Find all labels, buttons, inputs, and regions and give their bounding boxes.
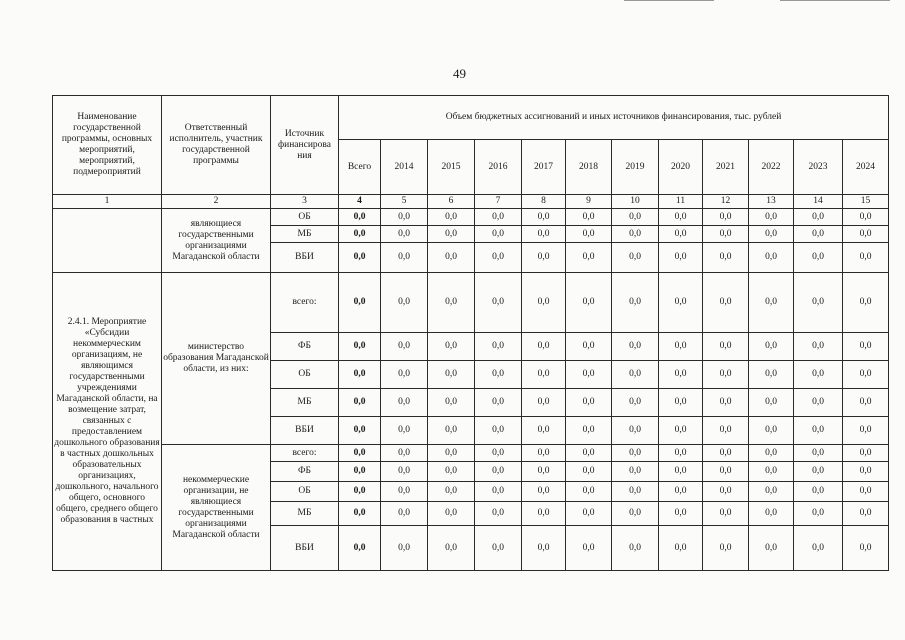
header-total: Всего [339,140,381,195]
year-value-cell: 0,0 [522,273,566,333]
year-value-cell: 0,0 [475,226,522,243]
total-value-cell: 0,0 [339,273,381,333]
header-year: 2015 [428,140,475,195]
year-value-cell: 0,0 [522,502,566,526]
column-number: 4 [339,195,381,209]
total-value-cell: 0,0 [339,526,381,571]
year-value-cell: 0,0 [843,502,889,526]
year-value-cell: 0,0 [566,226,612,243]
year-value-cell: 0,0 [794,361,843,389]
year-value-cell: 0,0 [659,333,703,361]
source-cell: всего: [271,445,339,462]
header-source: Источник финансирова ния [271,96,339,195]
year-value-cell: 0,0 [566,361,612,389]
year-value-cell: 0,0 [522,482,566,502]
year-value-cell: 0,0 [794,243,843,273]
year-value-cell: 0,0 [659,389,703,417]
year-value-cell: 0,0 [749,273,794,333]
column-number: 14 [794,195,843,209]
year-value-cell: 0,0 [566,482,612,502]
year-value-cell: 0,0 [566,417,612,445]
year-value-cell: 0,0 [612,389,659,417]
total-value-cell: 0,0 [339,333,381,361]
year-value-cell: 0,0 [612,361,659,389]
year-value-cell: 0,0 [703,333,749,361]
year-value-cell: 0,0 [381,445,428,462]
year-value-cell: 0,0 [703,389,749,417]
total-value-cell: 0,0 [339,417,381,445]
year-value-cell: 0,0 [794,502,843,526]
column-number: 2 [162,195,271,209]
year-value-cell: 0,0 [612,502,659,526]
header-executor: Ответственный исполнитель, участник государственной программы [162,96,271,195]
column-number: 10 [612,195,659,209]
year-value-cell: 0,0 [843,273,889,333]
year-value-cell: 0,0 [749,526,794,571]
year-value-cell: 0,0 [749,482,794,502]
year-value-cell: 0,0 [659,445,703,462]
header-year: 2022 [749,140,794,195]
total-value-cell: 0,0 [339,445,381,462]
year-value-cell: 0,0 [381,389,428,417]
budget-table [52,95,889,571]
year-value-cell: 0,0 [703,273,749,333]
year-value-cell: 0,0 [428,526,475,571]
column-number: 15 [843,195,889,209]
year-value-cell: 0,0 [612,273,659,333]
year-value-cell: 0,0 [475,361,522,389]
year-value-cell: 0,0 [703,361,749,389]
executor-cell: министерство образования Магаданской области, из них: [162,273,271,445]
header-name: Наименование государственной программы, основных мероприятий, мероприятий, подмероприятий [53,96,162,195]
page-number: 49 [453,66,466,81]
year-value-cell: 0,0 [659,526,703,571]
total-value-cell: 0,0 [339,209,381,226]
year-value-cell: 0,0 [475,445,522,462]
year-value-cell: 0,0 [428,417,475,445]
year-value-cell: 0,0 [428,333,475,361]
year-value-cell: 0,0 [566,445,612,462]
year-value-cell: 0,0 [843,243,889,273]
year-value-cell: 0,0 [659,361,703,389]
executor-cell: являющиеся государственными организациями Магаданской области [162,209,271,273]
source-cell: ВБИ [271,243,339,273]
year-value-cell: 0,0 [381,209,428,226]
total-value-cell: 0,0 [339,462,381,482]
table-body [53,209,889,571]
year-value-cell: 0,0 [428,482,475,502]
year-value-cell: 0,0 [659,482,703,502]
year-value-cell: 0,0 [703,243,749,273]
year-value-cell: 0,0 [566,526,612,571]
year-value-cell: 0,0 [428,361,475,389]
year-value-cell: 0,0 [703,482,749,502]
year-value-cell: 0,0 [475,417,522,445]
year-value-cell: 0,0 [749,389,794,417]
year-value-cell: 0,0 [794,417,843,445]
year-value-cell: 0,0 [381,482,428,502]
column-number: 13 [749,195,794,209]
source-cell: всего: [271,273,339,333]
header-year: 2019 [612,140,659,195]
year-value-cell: 0,0 [794,445,843,462]
header-year: 2020 [659,140,703,195]
year-value-cell: 0,0 [794,333,843,361]
year-value-cell: 0,0 [566,389,612,417]
header-year: 2017 [522,140,566,195]
year-value-cell: 0,0 [522,417,566,445]
year-value-cell: 0,0 [566,333,612,361]
year-value-cell: 0,0 [749,226,794,243]
year-value-cell: 0,0 [428,226,475,243]
year-value-cell: 0,0 [566,273,612,333]
source-cell: МБ [271,502,339,526]
total-value-cell: 0,0 [339,361,381,389]
year-value-cell: 0,0 [843,389,889,417]
year-value-cell: 0,0 [428,502,475,526]
year-value-cell: 0,0 [659,226,703,243]
year-value-cell: 0,0 [794,462,843,482]
table-row [53,209,889,226]
header-year: 2016 [475,140,522,195]
year-value-cell: 0,0 [612,526,659,571]
year-value-cell: 0,0 [843,482,889,502]
source-cell: ФБ [271,462,339,482]
column-number: 12 [703,195,749,209]
year-value-cell: 0,0 [381,417,428,445]
year-value-cell: 0,0 [381,462,428,482]
total-value-cell: 0,0 [339,482,381,502]
column-number: 9 [566,195,612,209]
year-value-cell: 0,0 [428,462,475,482]
total-value-cell: 0,0 [339,243,381,273]
year-value-cell: 0,0 [749,361,794,389]
year-value-cell: 0,0 [843,361,889,389]
year-value-cell: 0,0 [475,482,522,502]
year-value-cell: 0,0 [659,502,703,526]
year-value-cell: 0,0 [703,226,749,243]
year-value-cell: 0,0 [612,417,659,445]
year-value-cell: 0,0 [843,226,889,243]
top-scan-mark [780,0,890,4]
year-value-cell: 0,0 [522,526,566,571]
year-value-cell: 0,0 [381,502,428,526]
year-value-cell: 0,0 [522,333,566,361]
year-value-cell: 0,0 [749,502,794,526]
year-value-cell: 0,0 [749,445,794,462]
year-value-cell: 0,0 [749,462,794,482]
year-value-cell: 0,0 [522,243,566,273]
header-year: 2021 [703,140,749,195]
year-value-cell: 0,0 [612,462,659,482]
year-value-cell: 0,0 [659,243,703,273]
column-number: 11 [659,195,703,209]
year-value-cell: 0,0 [381,273,428,333]
year-value-cell: 0,0 [703,445,749,462]
total-value-cell: 0,0 [339,226,381,243]
executor-cell: некоммерческие организации, не являющиеся государственными организациями Магаданской области [162,445,271,571]
year-value-cell: 0,0 [381,361,428,389]
year-value-cell: 0,0 [612,482,659,502]
year-value-cell: 0,0 [475,526,522,571]
year-value-cell: 0,0 [843,462,889,482]
source-cell: ОБ [271,209,339,226]
year-value-cell: 0,0 [428,389,475,417]
year-value-cell: 0,0 [522,462,566,482]
year-value-cell: 0,0 [843,445,889,462]
year-value-cell: 0,0 [381,333,428,361]
year-value-cell: 0,0 [566,209,612,226]
header-year: 2014 [381,140,428,195]
year-value-cell: 0,0 [522,226,566,243]
header-year: 2023 [794,140,843,195]
year-value-cell: 0,0 [749,243,794,273]
source-cell: МБ [271,226,339,243]
year-value-cell: 0,0 [749,417,794,445]
year-value-cell: 0,0 [843,333,889,361]
year-value-cell: 0,0 [566,243,612,273]
table-row [53,445,889,462]
name-cell-empty [53,209,162,273]
year-value-cell: 0,0 [703,526,749,571]
year-value-cell: 0,0 [659,462,703,482]
year-value-cell: 0,0 [475,273,522,333]
source-cell: ФБ [271,333,339,361]
year-value-cell: 0,0 [612,226,659,243]
year-value-cell: 0,0 [475,243,522,273]
year-value-cell: 0,0 [703,502,749,526]
column-number: 1 [53,195,162,209]
year-value-cell: 0,0 [659,417,703,445]
year-value-cell: 0,0 [566,462,612,482]
total-value-cell: 0,0 [339,502,381,526]
year-value-cell: 0,0 [749,209,794,226]
total-value-cell: 0,0 [339,389,381,417]
year-value-cell: 0,0 [794,526,843,571]
source-cell: ВБИ [271,526,339,571]
year-value-cell: 0,0 [703,417,749,445]
year-value-cell: 0,0 [612,445,659,462]
year-value-cell: 0,0 [381,226,428,243]
year-value-cell: 0,0 [794,209,843,226]
year-value-cell: 0,0 [794,389,843,417]
year-value-cell: 0,0 [659,209,703,226]
column-number: 7 [475,195,522,209]
year-value-cell: 0,0 [428,273,475,333]
table-row [53,273,889,333]
year-value-cell: 0,0 [475,389,522,417]
year-value-cell: 0,0 [794,226,843,243]
year-value-cell: 0,0 [794,482,843,502]
source-cell: ВБИ [271,417,339,445]
source-cell: МБ [271,389,339,417]
year-value-cell: 0,0 [794,273,843,333]
year-value-cell: 0,0 [703,209,749,226]
column-number: 6 [428,195,475,209]
year-value-cell: 0,0 [522,445,566,462]
year-value-cell: 0,0 [428,445,475,462]
source-cell: ОБ [271,482,339,502]
year-value-cell: 0,0 [612,333,659,361]
source-cell: ОБ [271,361,339,389]
year-value-cell: 0,0 [475,462,522,482]
activity-name-cell: 2.4.1. Мероприятие «Субсидии некоммерческим организациям, не являющимся государственными учреждениями Магаданской области, на возмещение затрат, связанных с предоставлением дошкольного образования в частных дошкольных образовательных организациях, дошкольного, начального общего, основного общего, среднего общего образования в частных [53,273,162,571]
table-header [53,96,889,209]
year-value-cell: 0,0 [381,526,428,571]
year-value-cell: 0,0 [475,209,522,226]
year-value-cell: 0,0 [703,462,749,482]
year-value-cell: 0,0 [522,209,566,226]
year-value-cell: 0,0 [522,389,566,417]
header-year: 2018 [566,140,612,195]
year-value-cell: 0,0 [475,502,522,526]
year-value-cell: 0,0 [522,361,566,389]
year-value-cell: 0,0 [612,209,659,226]
year-value-cell: 0,0 [659,273,703,333]
column-number: 8 [522,195,566,209]
year-value-cell: 0,0 [843,417,889,445]
column-number: 5 [381,195,428,209]
header-year: 2024 [843,140,889,195]
year-value-cell: 0,0 [566,502,612,526]
column-number: 3 [271,195,339,209]
year-value-cell: 0,0 [428,243,475,273]
year-value-cell: 0,0 [843,526,889,571]
year-value-cell: 0,0 [381,243,428,273]
year-value-cell: 0,0 [749,333,794,361]
top-scan-mark [624,0,714,4]
year-value-cell: 0,0 [843,209,889,226]
year-value-cell: 0,0 [612,243,659,273]
header-volume: Объем бюджетных ассигнований и иных источников финансирования, тыс. рублей [339,96,889,140]
year-value-cell: 0,0 [475,333,522,361]
year-value-cell: 0,0 [428,209,475,226]
